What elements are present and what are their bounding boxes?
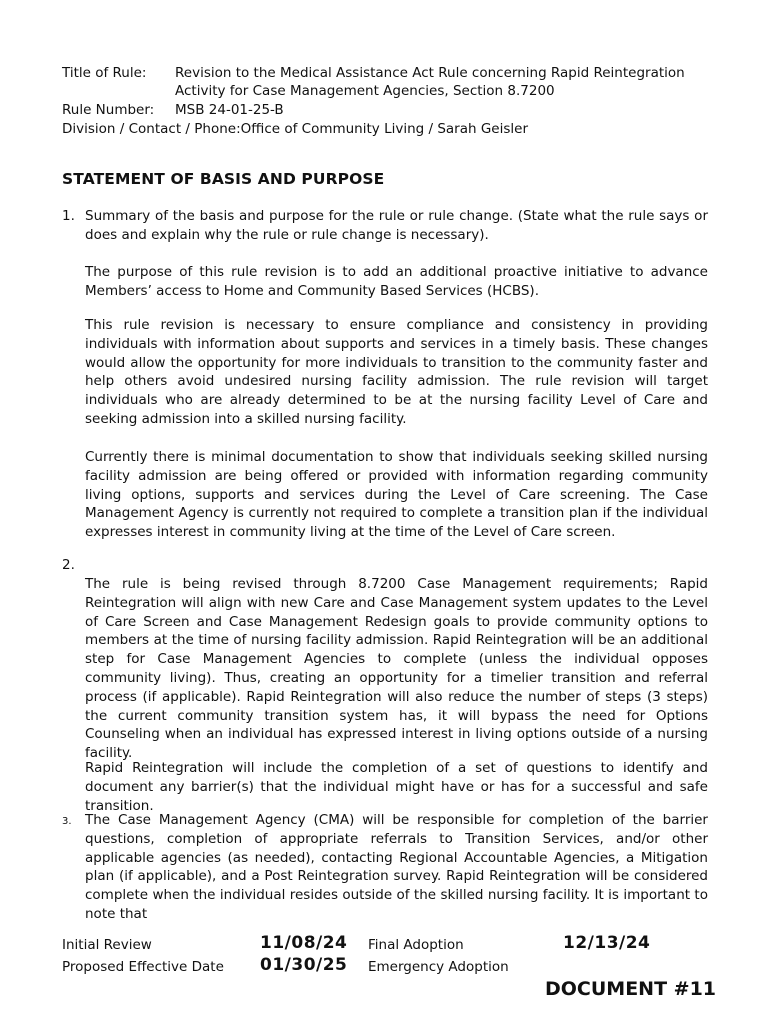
initial-review-date: 11/08/24 — [260, 933, 348, 953]
document-number: DOCUMENT #11 — [545, 978, 717, 1000]
item-2-number: 2. — [62, 557, 75, 573]
cma-responsibility-paragraph: The Case Management Agency (CMA) will be responsible for completion of the barrier questions, completion of appropriate referrals to Transition Services, and/or other applicable agencies (as needed), contacting Regional Accountable Agencies, a Mitigation plan (if applicable), and a Post Reintegration survey. Rapid Reintegration will be considered complete when the individual resides outside of the skilled nursing facility. It is important to note that — [85, 812, 708, 922]
rule-number-value: MSB 24-01-25-B — [175, 102, 284, 118]
title-value-line1: Revision to the Medical Assistance Act Rule concerning Rapid Reintegration — [175, 65, 685, 81]
emergency-adoption-label: Emergency Adoption — [368, 959, 509, 975]
rule-number-label: Rule Number: — [62, 102, 155, 118]
section-heading: STATEMENT OF BASIS AND PURPOSE — [62, 170, 385, 188]
item-1-prompt: Summary of the basis and purpose for the rule or rule change. (State what the rule says or does and explain why the rule or rule change is necessary). — [85, 208, 708, 243]
current-state-paragraph: Currently there is minimal documentation to show that individuals seeking skilled nursing facility admission are being offered or provided with information regarding community living options, supports and services during the Level of Care screening. The Case Management Agency is currently not required to complete a transition plan if the individual expresses interest in community living at the time of the Level of Care screen. — [85, 449, 708, 541]
title-row — [62, 64, 685, 82]
proposed-effective-label: Proposed Effective Date — [62, 959, 224, 975]
purpose-paragraph: The purpose of this rule revision is to add an additional proactive initiative to advance Members’ access to Home and Community Based Services (HCBS). — [85, 264, 708, 299]
title-label: Title of Rule: — [62, 65, 147, 81]
title-value-line2: Activity for Case Management Agencies, Section 8.7200 — [175, 83, 555, 99]
rule-number-row — [62, 101, 284, 119]
necessity-paragraph: This rule revision is necessary to ensure compliance and consistency in providing individuals with information about supports and services in a timely basis. These changes would allow the opportunity for more individuals to transition to the community faster and help others avoid undesired nursing facility admission. The rule revision will target individuals who are already determined to be at the nursing facility Level of Care and seeking admission into a skilled nursing facility. — [85, 317, 708, 427]
proposed-effective-date: 01/30/25 — [260, 955, 348, 975]
item-3-number: 3. — [62, 816, 72, 827]
final-adoption-label: Final Adoption — [368, 937, 464, 953]
barrier-questions-paragraph: Rapid Reintegration will include the completion of a set of questions to identify and document any barrier(s) that the individual might have or has for a successful and safe transition. — [85, 760, 708, 814]
division-value: Office of Community Living / Sarah Geisler — [240, 121, 529, 137]
division-label: Division / Contact / Phone: — [62, 121, 241, 137]
revision-paragraph: The rule is being revised through 8.7200 Case Management requirements; Rapid Reintegration will align with new Care and Case Management system updates to the Level of Care Screen and Case Management Redesign goals to provide community options to members at the time of nursing facility admission. Rapid Reintegration will be an additional step for Case Management Agencies to complete (unless the individual opposes community living). Thus, creating an opportunity for a timelier transition and referral process (if applicable). Rapid Reintegration will also reduce the number of steps (3 steps) the current community transition system has, it will bypass the need for Options Counseling when an individual has expressed interest in living options outside of a nursing facility. — [85, 576, 708, 762]
item-1-number: 1. — [62, 208, 75, 224]
initial-review-label: Initial Review — [62, 937, 152, 953]
division-row — [62, 120, 528, 138]
final-adoption-date: 12/13/24 — [563, 933, 651, 953]
